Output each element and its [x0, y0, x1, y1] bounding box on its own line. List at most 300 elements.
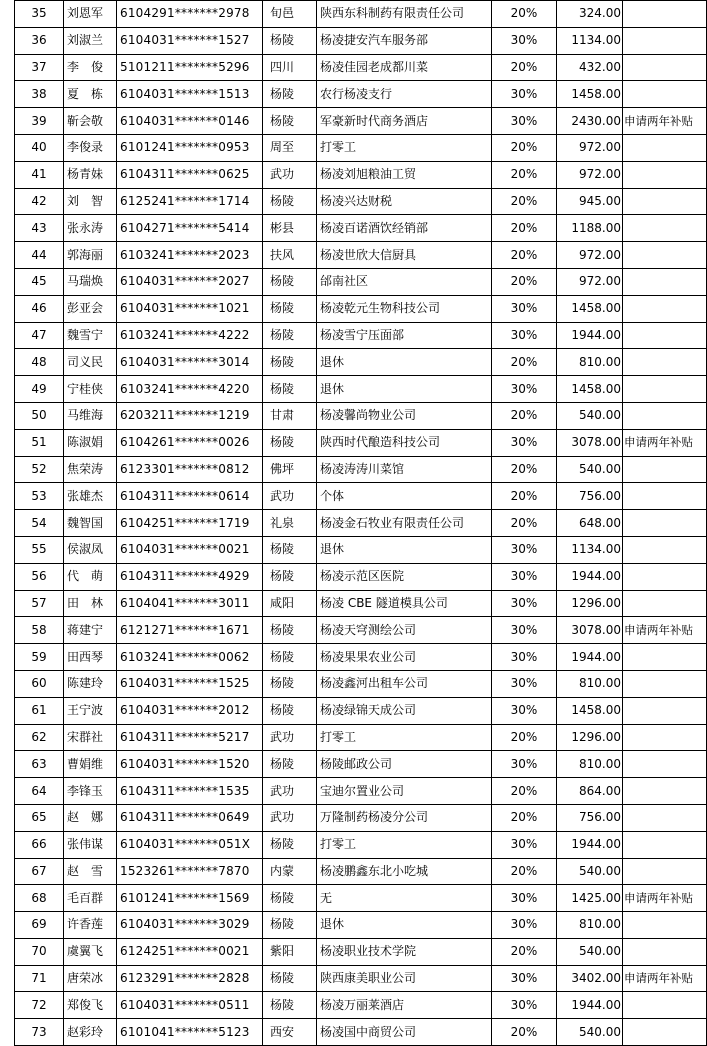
remark-cell: [623, 670, 707, 697]
subsidy-amount-cell: 540.00: [557, 1019, 623, 1046]
remark-cell: [623, 27, 707, 54]
person-name-cell: 虞翼飞: [64, 938, 117, 965]
subsidy-amount-cell: 972.00: [557, 242, 623, 269]
row-number-cell: 38: [15, 81, 64, 108]
table-row: [15, 483, 707, 510]
person-name-cell: 刘淑兰: [64, 27, 117, 54]
subsidy-rate-cell: 20%: [492, 161, 557, 188]
subsidy-amount-cell: 1458.00: [557, 81, 623, 108]
id-number-cell: 6123291*******2828: [117, 965, 263, 992]
table-row: [15, 510, 707, 537]
subsidy-rate-cell: 20%: [492, 456, 557, 483]
id-number-cell: 6104031*******0021: [117, 536, 263, 563]
table-row: [15, 644, 707, 671]
subsidy-amount-cell: 1944.00: [557, 563, 623, 590]
subsidy-table-body: [15, 1, 707, 1046]
origin-place-cell: 杨陵: [263, 697, 317, 724]
id-number-cell: 6104031*******1527: [117, 27, 263, 54]
work-unit-cell: 杨凌果果农业公司: [317, 644, 492, 671]
row-number-cell: 51: [15, 429, 64, 456]
person-name-cell: 唐荣冰: [64, 965, 117, 992]
row-number-cell: 56: [15, 563, 64, 590]
subsidy-amount-cell: 648.00: [557, 510, 623, 537]
subsidy-amount-cell: 810.00: [557, 751, 623, 778]
work-unit-cell: 退休: [317, 536, 492, 563]
origin-place-cell: 杨陵: [263, 617, 317, 644]
table-row: [15, 134, 707, 161]
origin-place-cell: 杨陵: [263, 27, 317, 54]
subsidy-rate-cell: 20%: [492, 724, 557, 751]
work-unit-cell: 邰南社区: [317, 268, 492, 295]
row-number-cell: 37: [15, 54, 64, 81]
subsidy-rate-cell: 30%: [492, 536, 557, 563]
work-unit-cell: 打零工: [317, 831, 492, 858]
person-name-cell: 魏雪宁: [64, 322, 117, 349]
work-unit-cell: 打零工: [317, 724, 492, 751]
remark-cell: 申请两年补贴: [623, 617, 707, 644]
origin-place-cell: 甘肃: [263, 402, 317, 429]
table-row: [15, 1, 707, 28]
remark-cell: [623, 563, 707, 590]
origin-place-cell: 杨陵: [263, 108, 317, 135]
origin-place-cell: 杨陵: [263, 912, 317, 939]
origin-place-cell: 杨陵: [263, 992, 317, 1019]
subsidy-rate-cell: 20%: [492, 242, 557, 269]
subsidy-amount-cell: 1944.00: [557, 322, 623, 349]
subsidy-rate-cell: 30%: [492, 912, 557, 939]
table-row: [15, 108, 707, 135]
person-name-cell: 靳会敬: [64, 108, 117, 135]
row-number-cell: 53: [15, 483, 64, 510]
id-number-cell: 6104031*******0511: [117, 992, 263, 1019]
subsidy-rate-cell: 30%: [492, 27, 557, 54]
row-number-cell: 63: [15, 751, 64, 778]
work-unit-cell: 无: [317, 885, 492, 912]
subsidy-amount-cell: 756.00: [557, 483, 623, 510]
table-row: [15, 617, 707, 644]
row-number-cell: 39: [15, 108, 64, 135]
id-number-cell: 6203211*******1219: [117, 402, 263, 429]
origin-place-cell: 杨陵: [263, 536, 317, 563]
work-unit-cell: 杨凌鹏鑫东北小吃城: [317, 858, 492, 885]
id-number-cell: 6103241*******2023: [117, 242, 263, 269]
id-number-cell: 6104291*******2978: [117, 1, 263, 28]
remark-cell: [623, 161, 707, 188]
subsidy-amount-cell: 972.00: [557, 134, 623, 161]
work-unit-cell: 退休: [317, 912, 492, 939]
table-row: [15, 295, 707, 322]
work-unit-cell: 军豪新时代商务酒店: [317, 108, 492, 135]
row-number-cell: 64: [15, 778, 64, 805]
table-row: [15, 188, 707, 215]
subsidy-rate-cell: 30%: [492, 992, 557, 1019]
row-number-cell: 55: [15, 536, 64, 563]
subsidy-amount-cell: 810.00: [557, 670, 623, 697]
table-row: [15, 590, 707, 617]
table-row: [15, 1019, 707, 1046]
table-row: [15, 322, 707, 349]
subsidy-amount-cell: 864.00: [557, 778, 623, 805]
person-name-cell: 马瑞焕: [64, 268, 117, 295]
table-row: [15, 831, 707, 858]
work-unit-cell: 杨凌鑫河出租车公司: [317, 670, 492, 697]
row-number-cell: 49: [15, 376, 64, 403]
id-number-cell: 6101241*******0953: [117, 134, 263, 161]
origin-place-cell: 杨陵: [263, 644, 317, 671]
person-name-cell: 郭海丽: [64, 242, 117, 269]
subsidy-rate-cell: 30%: [492, 644, 557, 671]
person-name-cell: 许香莲: [64, 912, 117, 939]
id-number-cell: 5101211*******5296: [117, 54, 263, 81]
remark-cell: [623, 992, 707, 1019]
id-number-cell: 6121271*******1671: [117, 617, 263, 644]
row-number-cell: 41: [15, 161, 64, 188]
id-number-cell: 1523261*******7870: [117, 858, 263, 885]
work-unit-cell: 杨凌佳园老成都川菜: [317, 54, 492, 81]
work-unit-cell: 杨凌天穹测绘公司: [317, 617, 492, 644]
remark-cell: [623, 590, 707, 617]
origin-place-cell: 杨陵: [263, 295, 317, 322]
table-row: [15, 376, 707, 403]
subsidy-amount-cell: 972.00: [557, 161, 623, 188]
subsidy-rate-cell: 30%: [492, 376, 557, 403]
work-unit-cell: 退休: [317, 376, 492, 403]
id-number-cell: 6101041*******5123: [117, 1019, 263, 1046]
id-number-cell: 6104031*******1525: [117, 670, 263, 697]
row-number-cell: 46: [15, 295, 64, 322]
subsidy-rate-cell: 30%: [492, 563, 557, 590]
subsidy-amount-cell: 540.00: [557, 858, 623, 885]
origin-place-cell: 旬邑: [263, 1, 317, 28]
id-number-cell: 6104311*******0649: [117, 804, 263, 831]
work-unit-cell: 杨凌百诺酒饮经销部: [317, 215, 492, 242]
origin-place-cell: 四川: [263, 54, 317, 81]
subsidy-rate-cell: 20%: [492, 402, 557, 429]
remark-cell: [623, 134, 707, 161]
id-number-cell: 6104311*******1535: [117, 778, 263, 805]
subsidy-rate-cell: 20%: [492, 483, 557, 510]
subsidy-amount-cell: 540.00: [557, 402, 623, 429]
subsidy-rate-cell: 20%: [492, 804, 557, 831]
subsidy-amount-cell: 3078.00: [557, 429, 623, 456]
id-number-cell: 6104031*******0146: [117, 108, 263, 135]
person-name-cell: 宁桂侠: [64, 376, 117, 403]
table-row: [15, 456, 707, 483]
subsidy-amount-cell: 1458.00: [557, 295, 623, 322]
subsidy-rate-cell: 30%: [492, 322, 557, 349]
person-name-cell: 张雄杰: [64, 483, 117, 510]
subsidy-rate-cell: 30%: [492, 697, 557, 724]
subsidy-rate-cell: 20%: [492, 268, 557, 295]
remark-cell: [623, 724, 707, 751]
table-row: [15, 161, 707, 188]
person-name-cell: 陈建玲: [64, 670, 117, 697]
id-number-cell: 6104031*******1520: [117, 751, 263, 778]
row-number-cell: 62: [15, 724, 64, 751]
work-unit-cell: 宝迪尔置业公司: [317, 778, 492, 805]
origin-place-cell: 佛坪: [263, 456, 317, 483]
subsidy-amount-cell: 1944.00: [557, 992, 623, 1019]
work-unit-cell: 杨凌乾元生物科技公司: [317, 295, 492, 322]
row-number-cell: 47: [15, 322, 64, 349]
origin-place-cell: 杨陵: [263, 965, 317, 992]
work-unit-cell: 杨凌雪宁压面部: [317, 322, 492, 349]
person-name-cell: 田西琴: [64, 644, 117, 671]
remark-cell: [623, 1, 707, 28]
remark-cell: [623, 456, 707, 483]
remark-cell: [623, 804, 707, 831]
person-name-cell: 赵 娜: [64, 804, 117, 831]
remark-cell: [623, 644, 707, 671]
remark-cell: [623, 1019, 707, 1046]
row-number-cell: 73: [15, 1019, 64, 1046]
row-number-cell: 44: [15, 242, 64, 269]
work-unit-cell: 陕西时代酿造科技公司: [317, 429, 492, 456]
person-name-cell: 李 俊: [64, 54, 117, 81]
row-number-cell: 65: [15, 804, 64, 831]
remark-cell: [623, 322, 707, 349]
subsidy-rate-cell: 20%: [492, 349, 557, 376]
remark-cell: 申请两年补贴: [623, 885, 707, 912]
origin-place-cell: 武功: [263, 161, 317, 188]
person-name-cell: 王宁波: [64, 697, 117, 724]
id-number-cell: 6104031*******2027: [117, 268, 263, 295]
table-row: [15, 27, 707, 54]
id-number-cell: 6104031*******3029: [117, 912, 263, 939]
work-unit-cell: 杨凌示范区医院: [317, 563, 492, 590]
origin-place-cell: 杨陵: [263, 563, 317, 590]
row-number-cell: 69: [15, 912, 64, 939]
person-name-cell: 郑俊飞: [64, 992, 117, 1019]
row-number-cell: 58: [15, 617, 64, 644]
subsidy-amount-cell: 1134.00: [557, 27, 623, 54]
remark-cell: [623, 510, 707, 537]
origin-place-cell: 武功: [263, 778, 317, 805]
origin-place-cell: 杨陵: [263, 670, 317, 697]
person-name-cell: 代 萌: [64, 563, 117, 590]
work-unit-cell: 陕西东科制药有限责任公司: [317, 1, 492, 28]
subsidy-amount-cell: 324.00: [557, 1, 623, 28]
work-unit-cell: 杨凌捷安汽车服务部: [317, 27, 492, 54]
subsidy-rate-cell: 30%: [492, 885, 557, 912]
row-number-cell: 48: [15, 349, 64, 376]
row-number-cell: 71: [15, 965, 64, 992]
id-number-cell: 6104031*******1513: [117, 81, 263, 108]
remark-cell: [623, 376, 707, 403]
origin-place-cell: 杨陵: [263, 376, 317, 403]
work-unit-cell: 杨凌绿锦天成公司: [317, 697, 492, 724]
work-unit-cell: 杨凌万丽莱酒店: [317, 992, 492, 1019]
row-number-cell: 43: [15, 215, 64, 242]
row-number-cell: 72: [15, 992, 64, 1019]
subsidy-rate-cell: 30%: [492, 617, 557, 644]
table-row: [15, 536, 707, 563]
remark-cell: [623, 268, 707, 295]
subsidy-amount-cell: 756.00: [557, 804, 623, 831]
row-number-cell: 52: [15, 456, 64, 483]
row-number-cell: 66: [15, 831, 64, 858]
work-unit-cell: 杨凌金石牧业有限责任公司: [317, 510, 492, 537]
remark-cell: [623, 215, 707, 242]
id-number-cell: 6104311*******5217: [117, 724, 263, 751]
subsidy-amount-cell: 1458.00: [557, 376, 623, 403]
person-name-cell: 赵彩玲: [64, 1019, 117, 1046]
person-name-cell: 魏智国: [64, 510, 117, 537]
work-unit-cell: 杨凌馨尚物业公司: [317, 402, 492, 429]
table-row: [15, 697, 707, 724]
subsidy-rate-cell: 30%: [492, 295, 557, 322]
table-row: [15, 242, 707, 269]
work-unit-cell: 陕西康美职业公司: [317, 965, 492, 992]
work-unit-cell: 杨凌国中商贸公司: [317, 1019, 492, 1046]
person-name-cell: 杨青妹: [64, 161, 117, 188]
subsidy-amount-cell: 1296.00: [557, 590, 623, 617]
work-unit-cell: 杨陵邮政公司: [317, 751, 492, 778]
subsidy-amount-cell: 810.00: [557, 349, 623, 376]
remark-cell: [623, 349, 707, 376]
table-row: [15, 54, 707, 81]
person-name-cell: 田 林: [64, 590, 117, 617]
person-name-cell: 夏 栋: [64, 81, 117, 108]
work-unit-cell: 杨凌涛涛川菜馆: [317, 456, 492, 483]
remark-cell: [623, 912, 707, 939]
subsidy-rate-cell: 30%: [492, 670, 557, 697]
row-number-cell: 70: [15, 938, 64, 965]
origin-place-cell: 武功: [263, 804, 317, 831]
person-name-cell: 司义民: [64, 349, 117, 376]
work-unit-cell: 农行杨凌支行: [317, 81, 492, 108]
id-number-cell: 6103241*******4222: [117, 322, 263, 349]
table-row: [15, 912, 707, 939]
row-number-cell: 36: [15, 27, 64, 54]
origin-place-cell: 杨陵: [263, 885, 317, 912]
subsidy-amount-cell: 2430.00: [557, 108, 623, 135]
subsidy-rate-cell: 20%: [492, 188, 557, 215]
id-number-cell: 6104251*******1719: [117, 510, 263, 537]
origin-place-cell: 杨陵: [263, 322, 317, 349]
remark-cell: [623, 188, 707, 215]
row-number-cell: 54: [15, 510, 64, 537]
row-number-cell: 60: [15, 670, 64, 697]
table-row: [15, 402, 707, 429]
work-unit-cell: 杨凌刘旭粮油工贸: [317, 161, 492, 188]
subsidy-rate-cell: 20%: [492, 1019, 557, 1046]
remark-cell: 申请两年补贴: [623, 965, 707, 992]
table-row: [15, 563, 707, 590]
subsidy-rate-cell: 20%: [492, 778, 557, 805]
id-number-cell: 6104311*******0625: [117, 161, 263, 188]
subsidy-rate-cell: 30%: [492, 965, 557, 992]
person-name-cell: 赵 雪: [64, 858, 117, 885]
subsidy-amount-cell: 810.00: [557, 912, 623, 939]
subsidy-rate-cell: 20%: [492, 134, 557, 161]
subsidy-amount-cell: 1188.00: [557, 215, 623, 242]
subsidy-rate-cell: 30%: [492, 831, 557, 858]
origin-place-cell: 杨陵: [263, 429, 317, 456]
row-number-cell: 50: [15, 402, 64, 429]
subsidy-rate-cell: 20%: [492, 215, 557, 242]
person-name-cell: 侯淑凤: [64, 536, 117, 563]
remark-cell: 申请两年补贴: [623, 108, 707, 135]
id-number-cell: 6104261*******0026: [117, 429, 263, 456]
table-row: [15, 349, 707, 376]
table-row: [15, 670, 707, 697]
id-number-cell: 6124251*******0021: [117, 938, 263, 965]
person-name-cell: 李锋玉: [64, 778, 117, 805]
row-number-cell: 42: [15, 188, 64, 215]
id-number-cell: 6103241*******4220: [117, 376, 263, 403]
id-number-cell: 6104041*******3011: [117, 590, 263, 617]
row-number-cell: 45: [15, 268, 64, 295]
remark-cell: [623, 483, 707, 510]
id-number-cell: 6103241*******0062: [117, 644, 263, 671]
subsidy-rate-cell: 20%: [492, 54, 557, 81]
table-row: [15, 724, 707, 751]
work-unit-cell: 万隆制药杨凌分公司: [317, 804, 492, 831]
id-number-cell: 6101241*******1569: [117, 885, 263, 912]
remark-cell: [623, 858, 707, 885]
table-row: [15, 858, 707, 885]
table-row: [15, 965, 707, 992]
work-unit-cell: 杨凌职业技术学院: [317, 938, 492, 965]
subsidy-rate-cell: 30%: [492, 81, 557, 108]
person-name-cell: 马维海: [64, 402, 117, 429]
subsidy-amount-cell: 3078.00: [557, 617, 623, 644]
subsidy-amount-cell: 540.00: [557, 938, 623, 965]
table-row: [15, 81, 707, 108]
table-row: [15, 751, 707, 778]
table-row: [15, 429, 707, 456]
row-number-cell: 61: [15, 697, 64, 724]
origin-place-cell: 彬县: [263, 215, 317, 242]
id-number-cell: 6104271*******5414: [117, 215, 263, 242]
remark-cell: [623, 697, 707, 724]
origin-place-cell: 杨陵: [263, 188, 317, 215]
remark-cell: [623, 81, 707, 108]
person-name-cell: 张永涛: [64, 215, 117, 242]
subsidy-amount-cell: 1296.00: [557, 724, 623, 751]
person-name-cell: 毛百群: [64, 885, 117, 912]
id-number-cell: 6104031*******1021: [117, 295, 263, 322]
person-name-cell: 宋群社: [64, 724, 117, 751]
person-name-cell: 蒋建宁: [64, 617, 117, 644]
remark-cell: [623, 242, 707, 269]
origin-place-cell: 西安: [263, 1019, 317, 1046]
subsidy-amount-cell: 945.00: [557, 188, 623, 215]
id-number-cell: 6104031*******2012: [117, 697, 263, 724]
table-row: [15, 938, 707, 965]
subsidy-rate-cell: 30%: [492, 590, 557, 617]
id-number-cell: 6125241*******1714: [117, 188, 263, 215]
origin-place-cell: 杨陵: [263, 349, 317, 376]
person-name-cell: 张伟谋: [64, 831, 117, 858]
origin-place-cell: 杨陵: [263, 268, 317, 295]
subsidy-rate-cell: 20%: [492, 938, 557, 965]
subsidy-table: [14, 0, 707, 1046]
person-name-cell: 刘 智: [64, 188, 117, 215]
subsidy-rate-cell: 20%: [492, 510, 557, 537]
subsidy-amount-cell: 1944.00: [557, 644, 623, 671]
person-name-cell: 焦荣涛: [64, 456, 117, 483]
row-number-cell: 68: [15, 885, 64, 912]
remark-cell: [623, 751, 707, 778]
row-number-cell: 59: [15, 644, 64, 671]
origin-place-cell: 杨陵: [263, 751, 317, 778]
table-row: [15, 215, 707, 242]
row-number-cell: 67: [15, 858, 64, 885]
subsidy-rate-cell: 30%: [492, 751, 557, 778]
remark-cell: [623, 778, 707, 805]
